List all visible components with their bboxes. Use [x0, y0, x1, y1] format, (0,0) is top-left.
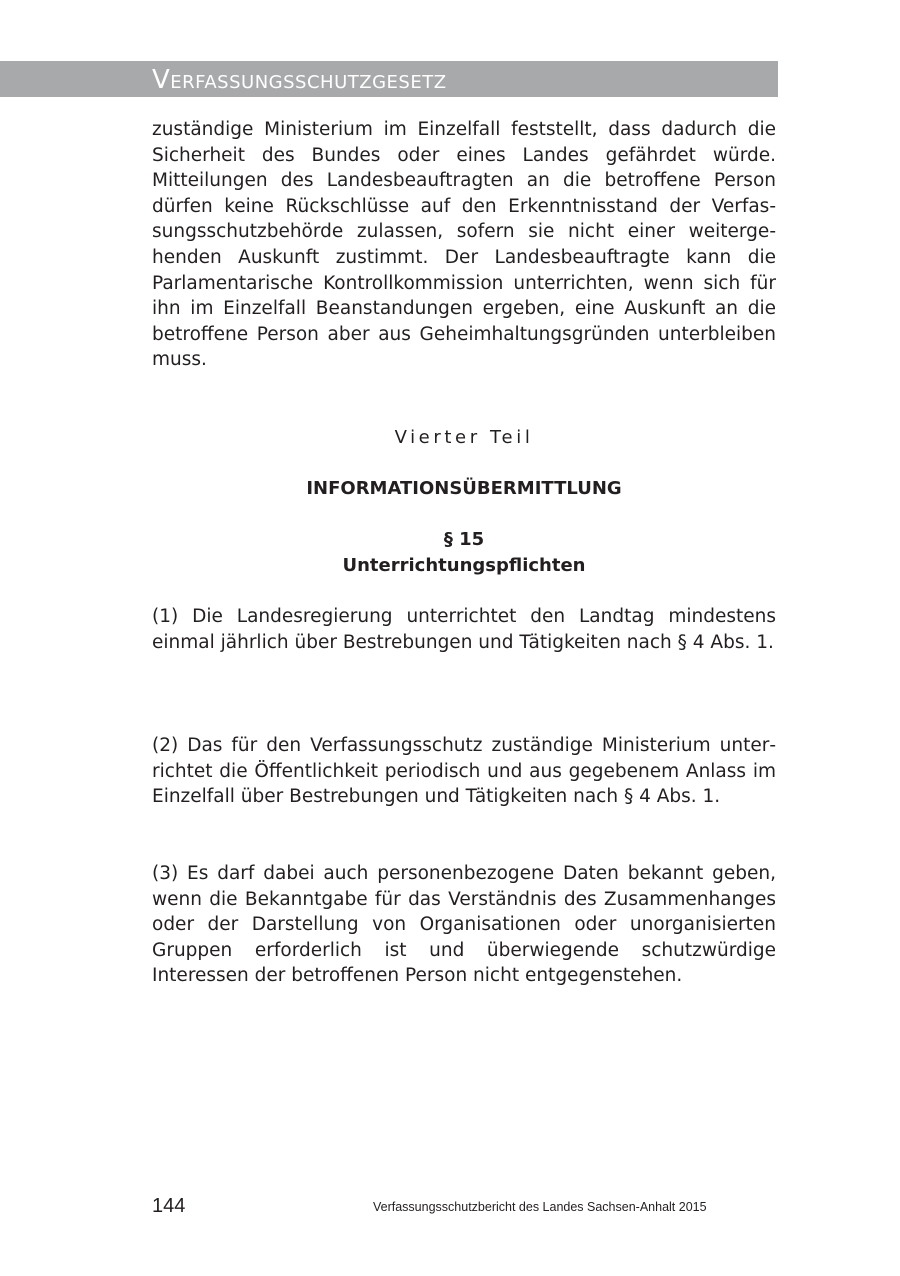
- paragraph-2: (2) Das für den Verfassungsschutz zuständige Ministerium unterrichtet die Öffentlichkeit periodisch und aus gegebenem Anlass im Einzelfall über Bestrebungen und Tätigkeiten nach § 4 Abs. 1.: [152, 735, 776, 808]
- paragraph-3: (3) Es darf dabei auch personenbezogene Daten bekannt geben, wenn die Bekanntgabe für das Verständnis des Zusammenhanges oder der Darstellung von Organisationen oder unorganisierten Gruppen erforderlich ist und überwiegende schutzwürdige Interessen der betroffenen Person nicht entgegenstehen.: [152, 863, 776, 987]
- running-header-bar: [0, 61, 778, 97]
- running-header-title: Verfassungsschutzgesetz: [152, 65, 447, 95]
- part-heading: INFORMATIONSÜBERMITTLUNG: [306, 478, 622, 499]
- section-number: § 15: [443, 529, 485, 550]
- intro-paragraph: zuständige Ministerium im Einzelfall feststellt, dass dadurch die Sicherheit des Bundes oder eines Landes gefährdet würde. Mitteilungen des Landesbeauftragten an die betroffene Person dürfen keine Rückschlüsse auf den Erkenntnisstand der Verfassungsschutzbehörde zulassen, sofern sie nicht einer weitergehenden Auskunft zustimmt. Der Landesbeauftragte kann die Parlamentarische Kontrollkommission unterrichten, wenn sich für ihn im Einzelfall Beanstandungen ergeben, eine Auskunft an die betroffene Person aber aus Geheimhaltungsgründen unterbleiben muss.: [152, 119, 776, 371]
- footer-publication-title: Verfassungsschutzbericht des Landes Sachsen-Anhalt 2015: [373, 1200, 707, 1214]
- page-number: 144: [152, 1195, 186, 1217]
- section-title: Unterrichtungspflichten: [342, 555, 586, 576]
- paragraph-1: (1) Die Landesregierung unterrichtet den Landtag mindestens einmal jährlich über Bestrebungen und Tätigkeiten nach § 4 Abs. 1.: [152, 606, 776, 653]
- part-label: Vierter Teil: [394, 427, 534, 448]
